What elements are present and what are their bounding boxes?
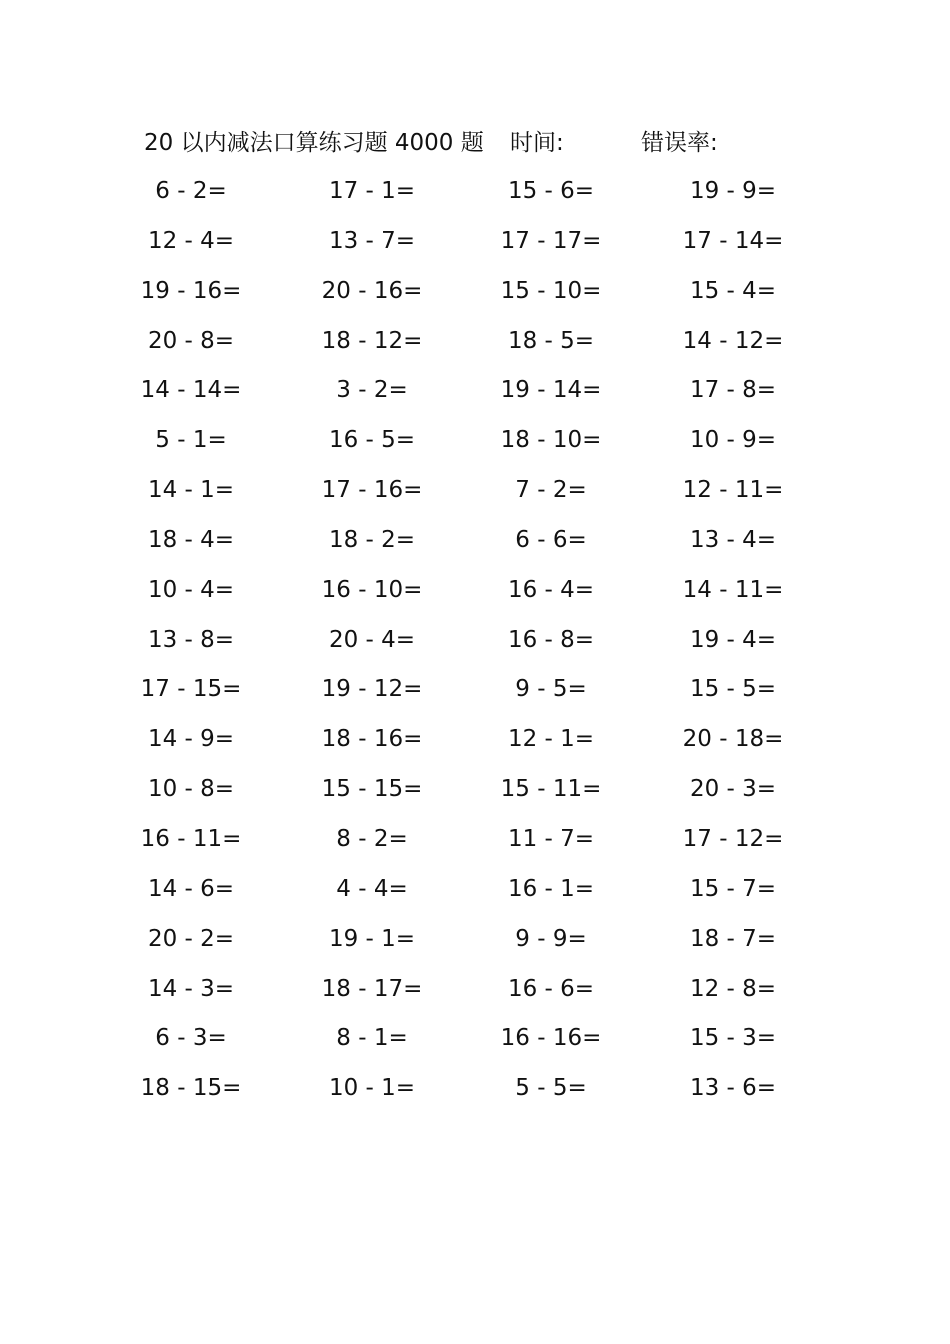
subtraction-problem: 14 - 12=: [682, 327, 784, 354]
subtraction-problem: 19 - 16=: [140, 277, 242, 304]
subtraction-problem: 16 - 10=: [321, 576, 423, 603]
subtraction-problem: 18 - 15=: [140, 1075, 242, 1102]
worksheet-title: 20 以内减法口算练习题 4000 题: [144, 130, 484, 156]
problem-row: [0, 821, 950, 871]
subtraction-problem: 17 - 8=: [689, 377, 777, 404]
subtraction-problem: 20 - 18=: [682, 726, 784, 753]
subtraction-problem: 15 - 15=: [321, 776, 423, 803]
subtraction-problem: 12 - 11=: [682, 477, 784, 504]
subtraction-problem: 18 - 7=: [689, 925, 777, 952]
problem-row: [0, 422, 950, 472]
subtraction-problem: 18 - 4=: [147, 526, 235, 553]
subtraction-problem: 14 - 6=: [147, 875, 235, 902]
subtraction-problem: 18 - 10=: [500, 427, 602, 454]
subtraction-problem: 15 - 7=: [689, 875, 777, 902]
subtraction-problem: 17 - 16=: [321, 477, 423, 504]
subtraction-problem: 6 - 2=: [155, 178, 227, 204]
subtraction-problem: 12 - 1=: [507, 726, 595, 753]
problem-row: [0, 1020, 950, 1070]
problem-row: [0, 223, 950, 273]
subtraction-problem: 17 - 15=: [140, 676, 242, 703]
subtraction-problem: 5 - 5=: [515, 1075, 587, 1102]
subtraction-problem: 20 - 2=: [147, 925, 235, 952]
subtraction-problem: 15 - 11=: [500, 776, 602, 803]
subtraction-problem: 8 - 1=: [336, 1025, 408, 1052]
subtraction-problem: 19 - 9=: [689, 178, 777, 204]
subtraction-problem: 20 - 16=: [321, 277, 423, 304]
subtraction-problem: 8 - 2=: [336, 825, 408, 852]
subtraction-problem: 17 - 1=: [328, 178, 416, 204]
subtraction-problem: 10 - 8=: [147, 776, 235, 803]
subtraction-problem: 13 - 7=: [328, 227, 416, 254]
problem-row: [0, 372, 950, 422]
error-rate-label: 错误率:: [641, 130, 718, 156]
subtraction-problem: 12 - 4=: [147, 227, 235, 254]
problem-row: [0, 921, 950, 971]
subtraction-problem: 16 - 6=: [507, 975, 595, 1002]
subtraction-problem: 13 - 6=: [689, 1075, 777, 1102]
problem-row: [0, 971, 950, 1021]
subtraction-problem: 13 - 8=: [147, 626, 235, 653]
subtraction-problem: 15 - 3=: [689, 1025, 777, 1052]
problem-grid: [0, 173, 950, 1120]
subtraction-problem: 15 - 10=: [500, 277, 602, 304]
worksheet-header: [144, 126, 844, 160]
subtraction-problem: 17 - 12=: [682, 825, 784, 852]
time-label: 时间:: [510, 130, 564, 156]
subtraction-problem: 18 - 2=: [328, 526, 416, 553]
subtraction-problem: 16 - 11=: [140, 825, 242, 852]
subtraction-problem: 19 - 1=: [328, 925, 416, 952]
problem-row: [0, 721, 950, 771]
subtraction-problem: 12 - 8=: [689, 975, 777, 1002]
subtraction-problem: 16 - 8=: [507, 626, 595, 653]
subtraction-problem: 6 - 6=: [515, 526, 587, 553]
subtraction-problem: 18 - 17=: [321, 975, 423, 1002]
subtraction-problem: 20 - 3=: [689, 776, 777, 803]
subtraction-problem: 19 - 12=: [321, 676, 423, 703]
subtraction-problem: 20 - 4=: [328, 626, 416, 653]
subtraction-problem: 19 - 4=: [689, 626, 777, 653]
subtraction-problem: 15 - 5=: [689, 676, 777, 703]
subtraction-problem: 9 - 5=: [515, 676, 587, 703]
subtraction-problem: 18 - 5=: [507, 327, 595, 354]
subtraction-problem: 15 - 4=: [689, 277, 777, 304]
problem-row: [0, 771, 950, 821]
subtraction-problem: 5 - 1=: [155, 427, 227, 454]
problem-row: [0, 522, 950, 572]
subtraction-problem: 19 - 14=: [500, 377, 602, 404]
subtraction-problem: 9 - 9=: [515, 925, 587, 952]
subtraction-problem: 11 - 7=: [507, 825, 595, 852]
subtraction-problem: 18 - 16=: [321, 726, 423, 753]
subtraction-problem: 6 - 3=: [155, 1025, 227, 1052]
problem-row: [0, 472, 950, 522]
subtraction-problem: 10 - 1=: [328, 1075, 416, 1102]
problem-row: [0, 572, 950, 622]
problem-row: [0, 173, 950, 223]
subtraction-problem: 18 - 12=: [321, 327, 423, 354]
problem-row: [0, 622, 950, 672]
subtraction-problem: 14 - 11=: [682, 576, 784, 603]
subtraction-problem: 16 - 16=: [500, 1025, 602, 1052]
problem-row: [0, 323, 950, 373]
problem-row: [0, 871, 950, 921]
subtraction-problem: 14 - 14=: [140, 377, 242, 404]
subtraction-problem: 14 - 9=: [147, 726, 235, 753]
subtraction-problem: 20 - 8=: [147, 327, 235, 354]
subtraction-problem: 16 - 1=: [507, 875, 595, 902]
subtraction-problem: 10 - 9=: [689, 427, 777, 454]
problem-row: [0, 671, 950, 721]
subtraction-problem: 17 - 17=: [500, 227, 602, 254]
subtraction-problem: 14 - 3=: [147, 975, 235, 1002]
subtraction-problem: 16 - 5=: [328, 427, 416, 454]
subtraction-problem: 16 - 4=: [507, 576, 595, 603]
subtraction-problem: 3 - 2=: [336, 377, 408, 404]
subtraction-problem: 13 - 4=: [689, 526, 777, 553]
problem-row: [0, 1070, 950, 1120]
subtraction-problem: 15 - 6=: [507, 178, 595, 204]
problem-row: [0, 273, 950, 323]
subtraction-problem: 14 - 1=: [147, 477, 235, 504]
subtraction-problem: 7 - 2=: [515, 477, 587, 504]
subtraction-problem: 17 - 14=: [682, 227, 784, 254]
subtraction-problem: 4 - 4=: [336, 875, 408, 902]
subtraction-problem: 10 - 4=: [147, 576, 235, 603]
